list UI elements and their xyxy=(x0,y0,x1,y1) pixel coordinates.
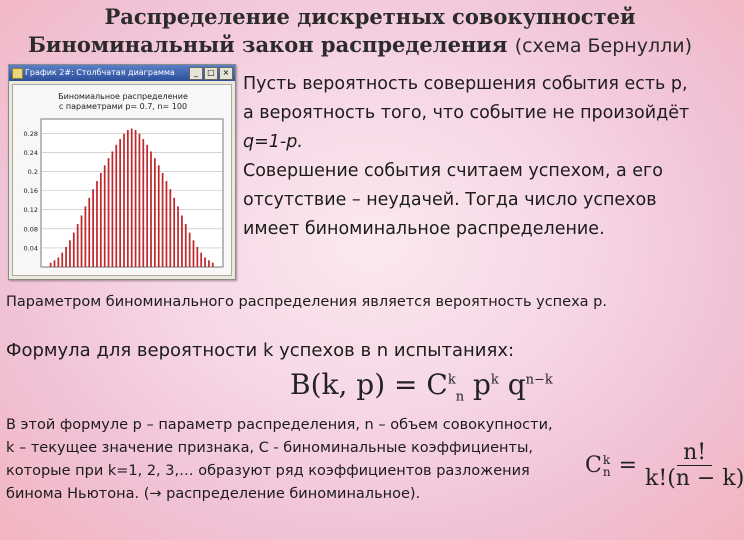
formula-intro: Формула для вероятности k успехов в n испытаниях: xyxy=(6,340,515,361)
minimize-button[interactable]: _ xyxy=(189,67,203,80)
bar xyxy=(166,181,168,267)
intro-line: Совершение события считаем успехом, а его xyxy=(243,161,663,181)
bar xyxy=(92,189,94,267)
subtitle-main: Биноминальный закон распределения xyxy=(27,32,515,57)
formula-sup-k: k xyxy=(447,372,456,388)
chart-title-line2: с параметрами p= 0.7, n= 100 xyxy=(58,102,188,111)
bar xyxy=(139,134,141,267)
parameter-text: Параметром биноминального распределения является вероятность успеха p. xyxy=(6,294,607,310)
description-paragraph xyxy=(6,414,596,506)
y-tick-label: 0.2 xyxy=(27,168,38,177)
formula-sub-n: n xyxy=(455,389,465,405)
description-line: В этой формуле p – параметр распределения, n – объем совокупности, xyxy=(6,417,553,433)
formula-q-exp: n−k xyxy=(525,372,553,388)
intro-line: Пусть вероятность совершения события есть р, xyxy=(243,74,688,94)
plot-area xyxy=(12,84,232,276)
cnk-fraction xyxy=(645,440,744,491)
cnk-denominator: k!(n − k) xyxy=(645,466,744,491)
bar xyxy=(112,151,114,267)
bar xyxy=(162,173,164,267)
description-line: которые при k=1, 2, 3,… образуют ряд коэффициентов разложения xyxy=(6,463,530,479)
bar xyxy=(185,224,187,267)
bar xyxy=(50,263,52,267)
bar xyxy=(54,260,56,267)
bar xyxy=(57,257,59,267)
bar xyxy=(69,240,71,267)
bar xyxy=(204,257,206,267)
bar xyxy=(177,206,179,267)
y-tick-label: 0.08 xyxy=(23,225,38,234)
bar xyxy=(81,215,83,267)
bar xyxy=(200,253,202,267)
bar xyxy=(158,165,160,267)
description-line: k – текущее значение признака, С - биноминальные коэффициенты, xyxy=(6,440,534,456)
bar xyxy=(169,189,171,267)
bar xyxy=(181,215,183,267)
bar xyxy=(173,198,175,267)
bar xyxy=(104,165,106,267)
bar xyxy=(61,253,63,267)
cnk-equals: = xyxy=(618,453,638,478)
bar xyxy=(65,247,67,267)
bar xyxy=(73,233,75,267)
bar xyxy=(212,263,214,267)
bar xyxy=(77,224,79,267)
bar-chart xyxy=(13,85,231,275)
bar xyxy=(115,145,117,267)
intro-line: отсутствие – неудачей. Тогда число успехов xyxy=(243,190,657,210)
formula-lhs: B(k, p) = C xyxy=(290,368,448,401)
bar xyxy=(142,139,144,267)
intro-paragraph xyxy=(243,70,720,244)
bar xyxy=(150,151,152,267)
cnk-sup: k xyxy=(602,452,611,467)
bar xyxy=(123,134,125,267)
y-tick-label: 0.24 xyxy=(23,148,38,157)
slide-subtitle xyxy=(0,32,720,57)
maximize-button[interactable]: □ xyxy=(204,67,218,80)
y-tick-label: 0.28 xyxy=(23,129,38,138)
bar xyxy=(146,145,148,267)
y-tick-label: 0.16 xyxy=(23,187,38,196)
bar xyxy=(154,158,156,267)
bar xyxy=(196,247,198,267)
window-title: График 2#: Столбчатая диаграмма xyxy=(25,68,175,77)
y-tick-label: 0.12 xyxy=(23,206,38,215)
bar xyxy=(88,198,90,267)
window-titlebar[interactable] xyxy=(9,65,235,81)
cnk-numerator: n! xyxy=(677,440,712,466)
app-icon xyxy=(12,68,23,79)
window-controls xyxy=(189,67,233,80)
bar xyxy=(193,240,195,267)
cnk-sub: n xyxy=(602,464,611,479)
bar xyxy=(108,158,110,267)
bar xyxy=(127,130,129,267)
intro-line: q=1-p. xyxy=(243,132,303,152)
subtitle-paren: (схема Бернулли) xyxy=(514,35,693,57)
bar xyxy=(189,233,191,267)
formula-p-exp: k xyxy=(490,372,499,388)
binomial-formula xyxy=(290,368,553,405)
intro-line: а вероятность того, что событие не произойдёт xyxy=(243,103,690,123)
intro-line: имеет биноминальное распределение. xyxy=(243,219,605,239)
formula-q: q xyxy=(507,368,526,401)
chart-title-line1: Биномиальное распределение xyxy=(58,92,188,101)
bar xyxy=(208,260,210,267)
bar xyxy=(100,173,102,267)
y-tick-label: 0.04 xyxy=(23,244,38,253)
plot-window xyxy=(8,64,236,280)
binomial-coefficient-formula xyxy=(585,440,744,491)
close-button[interactable]: × xyxy=(219,67,233,80)
bar xyxy=(131,129,133,267)
slide-title: Распределение дискретных совокупностей xyxy=(104,4,636,29)
description-line: бинома Ньютона. (→ распределение биноминальное). xyxy=(6,486,421,502)
formula-p: p xyxy=(472,368,491,401)
bar xyxy=(96,181,98,267)
bar xyxy=(135,130,137,267)
cnk-c: C xyxy=(585,453,602,478)
bar xyxy=(119,139,121,267)
bar xyxy=(85,206,87,267)
